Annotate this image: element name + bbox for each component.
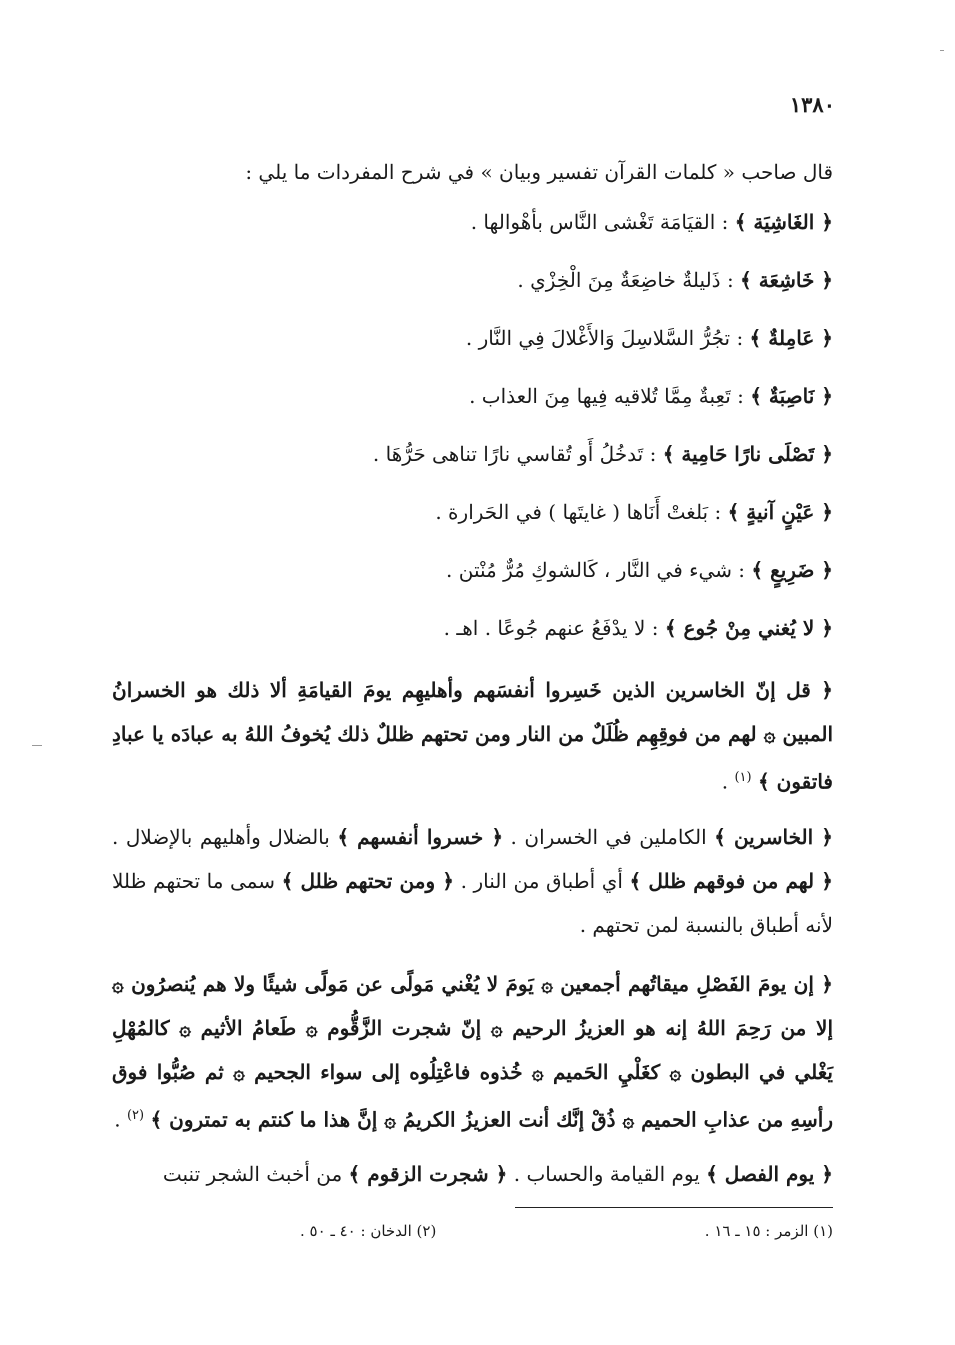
definition-term: ﴿ ضَرِيعٍ ﴾ [751,558,833,582]
intro-line: قال صاحب « كلمات القرآن تفسير وبيان » في شرح المفردات ما يلي : [245,160,833,184]
quoted-term: ﴿ شجرت الزقوم ﴾ [348,1162,508,1186]
explanation-text: يوم القيامة والحساب . [507,1162,707,1186]
scan-mark [32,745,42,746]
quoted-term: ﴿ الخاسرين ﴾ [714,825,833,849]
quoted-term: ﴿ ومن تحتهم ظلل ﴾ [281,869,455,893]
explanation-text: من أخبث الشجر تنبت [162,1162,349,1186]
explanation-text: سمى ما تحتهم ظللا لأنه أطباق بالنسبة لمن تحتهم . [112,869,833,937]
verse-block-2 [112,962,833,1142]
definition-meaning: : القيَامَة تَغْشى النَّاس بأهْوالها . [470,210,735,234]
definition-term: ﴿ لا يُغني مِنْ جُوع ﴾ [664,616,833,640]
definition-term: ﴿ تَصْلَى نارًا حَامِية ﴾ [662,442,833,466]
footnote-1: (١) الزمر : ١٥ ـ ١٦ . [704,1222,833,1240]
footnote-divider [515,1207,833,1208]
definition-meaning: : تجُرُّ السَّلاسِلَ وَالأَغْلالَ فِي النَّار . [465,326,750,350]
quran-verse: ﴿ قل إنّ الخاسرين الذين خَسِروا أنفسَهم وأهليهِم يومَ القيامَةِ ألا ذلك هو الخسرانُ المبين ۞ لهم من فوقِهِم ظُلَلٌ من النار ومن تحتهم ظللٌ ذلك يُخوفُ اللهُ به عبادَه يا عبادِ فاتقون ﴾ [112,678,833,794]
definition-meaning: : تَدخُلُ أَو تُقاسي نارًا تناهى حَرُّهَا . [372,442,663,466]
definition-meaning: : لا يدْفَعُ عنهم جُوعًا . اهـ . [443,616,665,640]
definition-item [110,264,833,322]
footnote-ref: (٢) [126,1108,145,1123]
definition-item [110,322,833,380]
definition-item [110,380,833,438]
definition-term: ﴿ خَاشِعَة ﴾ [740,268,833,292]
definition-term: ﴿ الغَاشِيَة ﴾ [734,210,833,234]
quoted-term: ﴿ لهم من فوقهم ظلل ﴾ [629,869,833,893]
definition-item [110,496,833,554]
definition-term: ﴿ عَامِلةٌ ﴾ [749,326,833,350]
explanation-2 [112,1152,833,1196]
explanation-text: أي أطباق من النار . [454,869,630,893]
definition-item [110,554,833,612]
definition-meaning: : شيء في النَّار ، كَالشوكِ مُرٌّ مُنْتن . [446,558,752,582]
definition-term: ﴿ عَيْنٍ آنيةٍ ﴾ [727,500,833,524]
page-number: ١٣٨٠ [789,92,835,117]
quoted-term: ﴿ يوم الفصل ﴾ [706,1162,833,1186]
footnote-ref: (١) [734,770,752,785]
definition-meaning: : بَلغتْ أَنَاها ( غايتَها ) في الحَرارة . [435,500,728,524]
definition-item [110,438,833,496]
footnotes [300,1222,833,1240]
verse-end: . [114,1107,127,1132]
quran-verse: ﴿ إن يومَ الفَصْلِ ميقاتُهم أجمعين ۞ يَومَ لا يُغْني مَولًى عن مَولًى شيئًا ولا هم يُنصرُون ۞ إلا من رَحِمَ اللهُ إنه هو العزيزُ الرحيم ۞ إنّ شجرت الزَّقُّوم ۞ طَعامُ الأثيم ۞ كالمُهْلِ يَغْلي في البطون ۞ كغَلْيِ الحَميم ۞ خُذوه فاعْتِلُوه إلى سواء الجحيم ۞ ثم صُبُّوا فوق رأسِهِ من عذابِ الحميم ۞ ذُقْ إنَّك أنت العزيزُ الكريمُ ۞ إنَّ هذا ما كنتم به تمترون ﴾ [112,972,833,1132]
definition-item [110,206,833,264]
footnote-2: (٢) الدخان : ٤٠ ـ ٥٠ . [300,1222,437,1240]
verse-block-1 [112,668,833,804]
explanation-1 [112,815,833,947]
scan-mark [940,50,944,51]
definition-meaning: : ذَليلةٌ خاضِعَةٌ مِنَ الْخِزْي . [517,268,741,292]
verse-end: . [721,769,735,794]
definitions-list [110,206,833,670]
quoted-term: ﴿ خسروا أنفسهم ﴾ [337,825,504,849]
definition-term: ﴿ نَاصِبَةٌ ﴾ [750,384,833,408]
definition-meaning: : تَعِبةٌ مِمَّا تُلاقيه فِيها مِنَ العذاب . [469,384,751,408]
explanation-text: الكاملين في الخسران . [503,825,715,849]
explanation-text: بالضلال وأهليهم بالإضلال . [112,825,338,849]
definition-item [110,612,833,670]
